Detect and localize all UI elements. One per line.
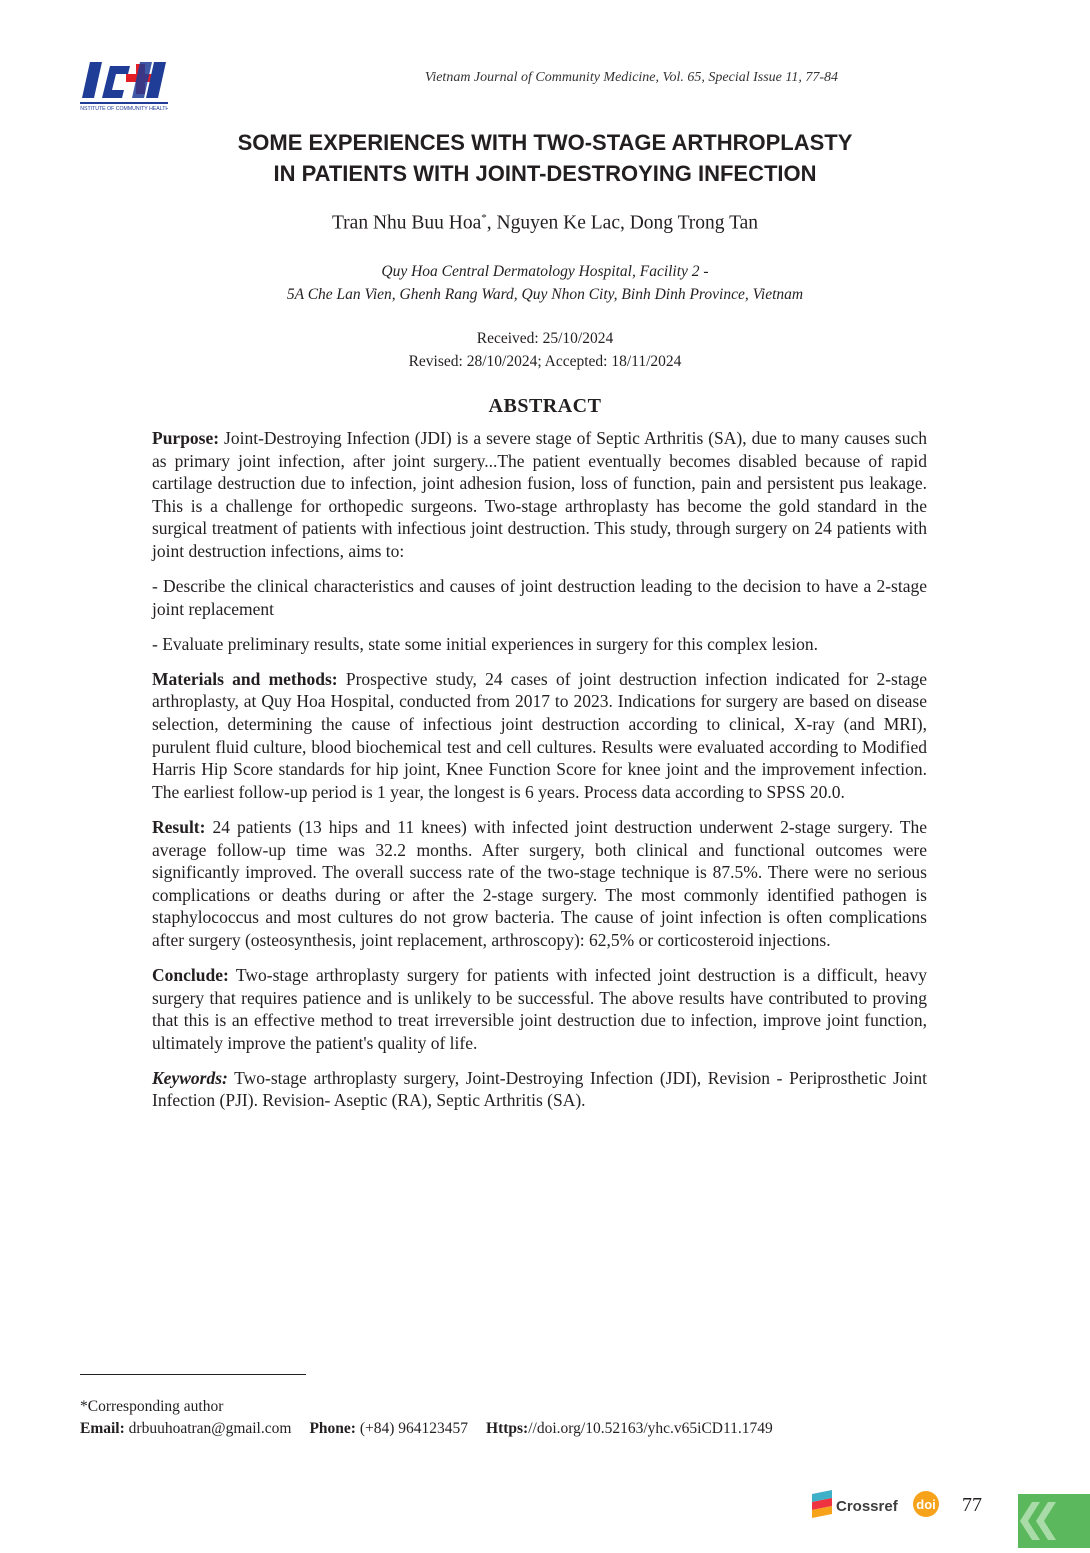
email-label: Email: bbox=[80, 1420, 125, 1437]
crossref-text: Crossref bbox=[836, 1498, 898, 1515]
title-line-1: SOME EXPERIENCES WITH TWO-STAGE ARTHROPLASTY bbox=[237, 130, 853, 155]
aim-2: - Evaluate preliminary results, state some initial experiences in surgery for this complex lesion. bbox=[152, 633, 818, 654]
affiliation-line-1: Quy Hoa Central Dermatology Hospital, Facility 2 - bbox=[381, 263, 709, 280]
other-authors: , Nguyen Ke Lac, Dong Trong Tan bbox=[486, 212, 759, 234]
page-corner-tab bbox=[1018, 1494, 1090, 1548]
doi-label: Https: bbox=[486, 1420, 529, 1437]
article-dates bbox=[0, 327, 1090, 373]
result-paragraph bbox=[152, 816, 927, 952]
conclude-paragraph bbox=[152, 964, 927, 1054]
crossref-doi-badge[interactable] bbox=[812, 1488, 940, 1522]
logo-caption: INSTITUTE OF COMMUNITY HEALTH bbox=[80, 106, 168, 112]
keywords-text: Two-stage arthroplasty surgery, Joint-Destroying Infection (JDI), Revision - Periprosthetic Joint Infection (PJI). Revision- Aseptic (RA), Septic Arthritis (SA). bbox=[152, 1067, 927, 1111]
phone-label: Phone: bbox=[309, 1420, 356, 1437]
footnote bbox=[80, 1396, 773, 1440]
purpose-label: Purpose: bbox=[152, 428, 220, 448]
affiliation-line-2: 5A Che Lan Vien, Ghenh Rang Ward, Quy Nhon City, Binh Dinh Province, Vietnam bbox=[286, 286, 804, 303]
corresponding-mark: * bbox=[481, 212, 487, 224]
email-link[interactable]: drbuuhoatran@gmail.com bbox=[124, 1420, 292, 1437]
purpose-paragraph bbox=[152, 427, 927, 563]
purpose-text: Joint-Destroying Infection (JDI) is a severe stage of Septic Arthritis (SA), due to many causes such as primary joint infection, after joint surgery...The patient eventually becomes disabled because of rapid cartilage destruction due to infection, joint adhesion fusion, loss of function, pain and persistent pus leakage. This is a challenge for orthopedic surgeons. Two-stage arthroplasty has become the gold standard in the surgical treatment of patients with infectious joint destruction. This study, through surgery on 24 patients with joint destruction infections, aims to: bbox=[152, 428, 927, 561]
article-title bbox=[0, 127, 1090, 189]
abstract-body bbox=[152, 427, 927, 1125]
methods-label: Materials and methods: bbox=[152, 668, 338, 689]
journal-citation: Vietnam Journal of Community Medicine, Vol. 65, Special Issue 11, 77-84 bbox=[424, 70, 838, 85]
abstract-heading: ABSTRACT bbox=[488, 395, 602, 417]
author-1: Tran Nhu Buu Hoa bbox=[331, 212, 482, 234]
phone-number: (+84) 964123457 bbox=[355, 1420, 469, 1437]
institute-logo bbox=[80, 60, 168, 112]
title-line-2: IN PATIENTS WITH JOINT-DESTROYING INFECTION bbox=[273, 161, 817, 186]
conclude-label: Conclude: bbox=[152, 964, 229, 985]
revised-accepted-date: Revised: 28/10/2024; Accepted: 18/11/2024 bbox=[408, 353, 682, 370]
ich-logo-icon bbox=[80, 60, 168, 112]
corresponding-author-note: *Corresponding author bbox=[80, 1398, 224, 1415]
received-date: Received: 25/10/2024 bbox=[476, 330, 614, 347]
page-number: 77 bbox=[962, 1494, 982, 1516]
aim-1: - Describe the clinical characteristics and causes of joint destruction leading to the decision to have a 2-stage joint replacement bbox=[152, 576, 927, 619]
contact-line bbox=[80, 1418, 773, 1440]
doi-link[interactable]: //doi.org/10.52163/yhc.v65iCD11.1749 bbox=[528, 1420, 773, 1437]
footnote-divider bbox=[80, 1374, 306, 1375]
conclude-text: Two-stage arthroplasty surgery for patients with infected joint destruction is a difficult, heavy surgery that requires patience and is unlikely to be successful. The above results have contributed to proving that this is an effective method to treat irreversible joint destruction due to infection, improve joint function, ultimately improve the patient's quality of life. bbox=[152, 964, 927, 1053]
keywords-label: Keywords: bbox=[152, 1067, 228, 1088]
affiliation bbox=[0, 260, 1090, 306]
keywords-paragraph bbox=[152, 1067, 927, 1112]
author-list bbox=[0, 212, 1090, 235]
methods-paragraph bbox=[152, 668, 927, 804]
doi-badge-text: doi bbox=[916, 1497, 936, 1512]
methods-text: Prospective study, 24 cases of joint destruction infection indicated for 2-stage arthroplasty, at Quy Hoa Hospital, conducted from 2017 to 2023. Indications for surgery are based on disease selection, determining the cause of infectious joint destruction according to clinical, X-ray (and MRI), purulent fluid culture, blood biochemical test and cell cultures. Results were evaluated according to Modified Harris Hip Score standards for hip joint, Knee Function Score for knee joint and the improvement infection. The earliest follow-up period is 1 year, the longest is 6 years. Process data according to SPSS 20.0. bbox=[152, 668, 927, 802]
result-label: Result: bbox=[152, 816, 206, 837]
result-text: 24 patients (13 hips and 11 knees) with infected joint destruction underwent 2-stage surgery. The average follow-up time was 32.2 months. After surgery, both clinical and functional outcomes were significantly improved. The overall success rate of the two-stage technique is 87.5%. There were no serious complications or deaths during or after the 2-stage surgery. The most commonly identified pathogen is staphylococcus and most cultures do not grow bacteria. The cause of joint infection is often complications after surgery (osteosynthesis, joint replacement, arthroscopy): 62,5% or corticosteroid injections. bbox=[152, 816, 927, 950]
crossref-icon bbox=[812, 1490, 832, 1518]
double-chevron-left-icon bbox=[1018, 1494, 1090, 1548]
